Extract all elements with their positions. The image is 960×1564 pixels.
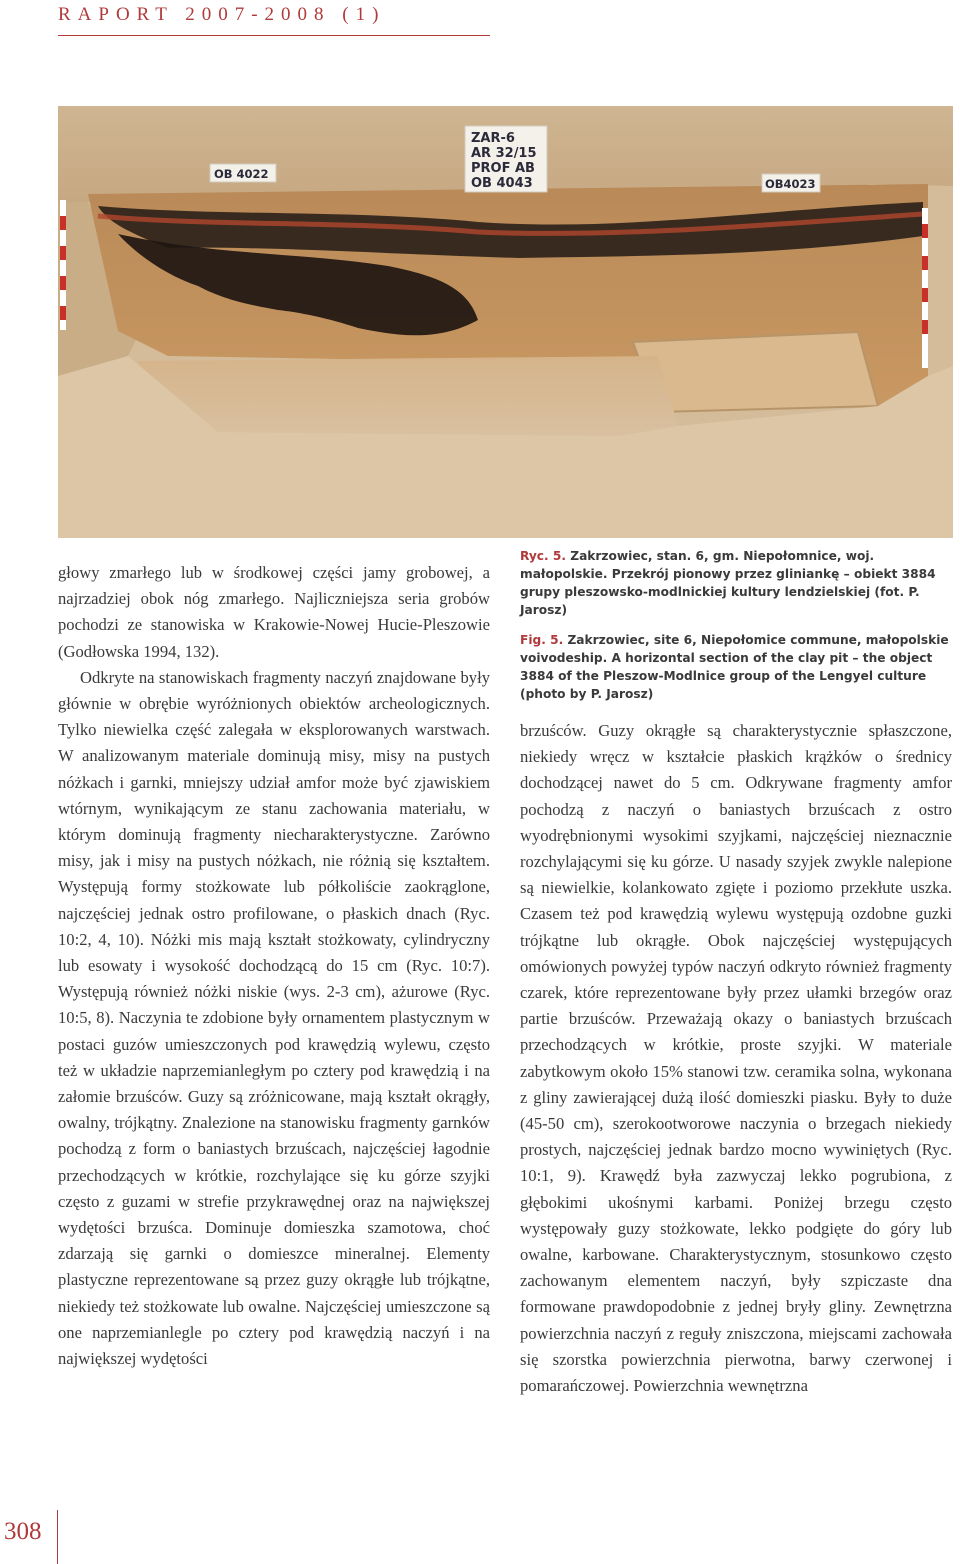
excavation-photo-drawing — [58, 106, 953, 538]
caption-label-english: Fig. 5. — [520, 633, 564, 647]
left-text-column — [58, 560, 490, 1372]
header-rule — [58, 35, 490, 36]
page-number-rule — [57, 1510, 58, 1564]
excavation-photo — [58, 106, 953, 538]
sign-right: OB4023 — [765, 177, 816, 191]
paragraph: głowy zmarłego lub w środkowej części jamy grobowej, a najrzadziej obok nóg zmarłego. Najliczniejsza seria grobów pochodzi ze stanowiska w Krakowie-Nowej Hucie-Pleszowie (Godłowska 1994, 132). — [58, 563, 490, 661]
caption-text-polish: Zakrzowiec, stan. 6, gm. Niepołomnice, woj. małopolskie. Przekrój pionowy przez gliniankę – obiekt 3884 grupy pleszowsko-modlnickiej kultury lendzielskiej (fot. P. Jarosz) — [520, 549, 936, 617]
sign-line-3: PROF AB — [471, 161, 535, 176]
caption-label-polish: Ryc. 5. — [520, 549, 566, 563]
sign-line-2: AR 32/15 — [471, 146, 537, 161]
sign-line-4: OB 4043 — [471, 176, 533, 191]
figure-caption-polish — [520, 547, 952, 619]
running-header: RAPORT 2007-2008 (1) — [58, 4, 386, 25]
page-number: 308 — [4, 1518, 42, 1545]
paragraph: Odkryte na stanowiskach fragmenty naczyń znajdowane były głównie w obrębie wyróżnionych obiektów archeologicznych. Tylko niewielka część zalegała w eksplorowanych warstwach. W analizowanym materiale dominują misy, misy na pustych nóżkach i garnki, mniejszy udział amfor może być zjawiskiem wtórnym, wynikającym ze stanu zachowania materiału, w którym dominują fragmenty niecharakterystyczne. Zarówno misy, jak i misy na pustych nóżkach, nie różnią się kształtem. Występują formy stożkowate lub półkoliście zaokrąglone, najczęściej jednak ostro profilowane, o płaskich dnach (Ryc. 10:2, 4, 10). Nóżki mis mają kształt stożkowaty, cylindryczny lub esowaty i wysokość dochodzącą do 15 cm (Ryc. 10:7). Występują również nóżki niskie (wys. 2-3 cm), ażurowe (Ryc. 10:5, 8). Naczynia te zdobione były ornamentem plastycznym w postaci guzów umieszczonych pod krawędzią wylewu, często też w układzie naprzemianległym po cztery pod krawędzią i na załomie brzuśców. Guzy są zróżnicowane, mają kształt okrągły, owalny, trójkątny. Znalezione na stanowisku fragmenty garnków pochodzą z form o baniastych brzuścach, najczęściej łagodnie przechodzących w krótkie, rozchylające się ku górze szyjki często z guzami w strefie przykrawędnej oraz na największej wydętości brzuśca. Dominuje domieszka szamotowa, choć zdarzają się garnki o domieszce mineralnej. Elementy plastyczne reprezentowane są przez guzy okrągłe lub trójkątne, niekiedy też stożkowate lub owalne. Najczęściej umieszczone są one naprzemianlegle po cztery pod krawędzią naczyń i na największej wydętości — [58, 667, 490, 1369]
figure-caption-english — [520, 631, 952, 703]
right-text-column — [520, 718, 952, 1399]
sign-line-1: ZAR-6 — [471, 131, 515, 146]
caption-text-english: Zakrzowiec, site 6, Niepołomice commune, małopolskie voivodeship. A horizontal section of the clay pit – the object 3884 of the Pleszow-Modlnice group of the Lengyel culture (photo by P. Jarosz) — [520, 633, 949, 701]
paragraph: brzuśców. Guzy okrągłe są charakterystycznie spłaszczone, niekiedy wręcz w kształcie płaskich krążków o średnicy dochodzącej nawet do 5 cm. Odkrywane fragmenty amfor pochodzą z naczyń o baniastych brzuścach z ostro wyodrębnionymi wysokimi szyjkami, najczęściej nieznacznie rozchylającymi się ku górze. U nasady szyjek zwykle nalepione są niewielkie, kolankowato zgięte i poziomo przekłute uszka. Czasem też pod krawędzią wylewu występują ozdobne guzki trójkątne lub okrągłe. Obok najczęściej występujących omówionych powyżej typów naczyń odkryto również fragmenty czarek, które reprezentowane były przez ułamki brzegów oraz partie brzuśców. Przeważają okazy o baniastych brzuścach przechodzących w krótkie, proste szyjki. W materiale zabytkowym około 15% stanowi tzw. ceramika solna, wykonana z gliny zawierającej dużą ilość domieszki piasku. Były to duże (45-50 cm), szerokootworowe naczynia o brzegach niekiedy prostych, najczęściej jednak bardzo mocno wywiniętych (Ryc. 10:1, 9). Krawędź była zazwyczaj lekko pogrubiona, z głębokimi ukośnymi karbami. Poniżej brzegu często występowały guzy stożkowate, lekko podgięte do góry lub owalne, karbowane. Charakterystycznym, stosunkowo często zachowanym elementem naczyń, były szpiczaste dna formowane prawdopodobnie z jednej bryły gliny. Zewnętrzna powierzchnia naczyń z reguły zniszczona, miejscami zachowała się szorstka powierzchnia pierwotna, barwy czerwonej i pomarańczowej. Powierzchnia wewnętrzna — [520, 721, 952, 1396]
sign-left: OB 4022 — [214, 167, 269, 181]
